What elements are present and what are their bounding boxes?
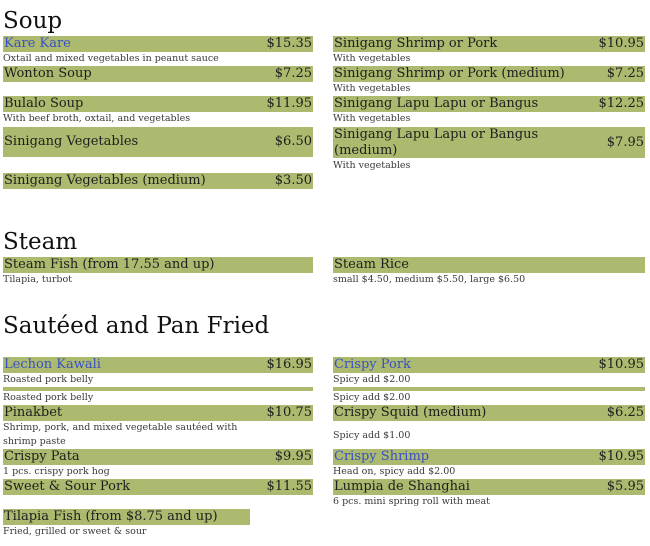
menu-item-price: $6.50 xyxy=(274,134,312,149)
menu-item-steam-rice xyxy=(333,257,645,273)
menu-item-name: Sinigang Vegetables (medium) xyxy=(4,173,206,188)
menu-item-price: $7.25 xyxy=(274,66,312,81)
menu-item-description: Spicy add $1.00 xyxy=(333,430,411,441)
menu-item-name: Pinakbet xyxy=(4,405,63,420)
menu-item-crispy-pork[interactable] xyxy=(333,357,645,373)
menu-item-price: $10.75 xyxy=(266,405,312,420)
menu-item-name[interactable]: Crispy Shrimp xyxy=(334,449,430,464)
menu-item-sinigang-shrimp-pork xyxy=(333,36,645,52)
menu-item-crispy-shrimp[interactable] xyxy=(333,449,645,465)
menu-item-description: small $4.50, medium $5.50, large $6.50 xyxy=(333,274,526,285)
menu-item-description: Spicy add $2.00 xyxy=(333,374,411,385)
menu-item-description: Roasted pork belly xyxy=(3,392,94,403)
menu-item-name: Sinigang Shrimp or Pork xyxy=(334,36,498,51)
menu-item-description: Roasted pork belly xyxy=(3,374,94,385)
menu-item-price: $5.95 xyxy=(606,479,644,494)
menu-item-name: Sweet & Sour Pork xyxy=(4,479,131,494)
menu-item-description: Oxtail and mixed vegetables in peanut sauce xyxy=(3,53,219,64)
menu-item-name: Tilapia Fish (from $8.75 and up) xyxy=(4,509,218,524)
menu-item-description: 1 pcs. crispy pork hog xyxy=(3,466,110,477)
menu-item-price: $12.25 xyxy=(598,96,644,111)
menu-item-sinigang-shrimp-pork-medium xyxy=(333,66,645,82)
menu-item-sinigang-lapu-lapu-medium xyxy=(333,127,645,158)
menu-item-price: $10.95 xyxy=(598,449,644,464)
menu-item-wonton-soup xyxy=(3,66,313,82)
section-title-soup: Soup xyxy=(3,8,63,34)
menu-item-description: Shrimp, pork, and mixed vegetable sautéed with xyxy=(3,422,238,433)
menu-item-crispy-squid-medium xyxy=(333,405,645,421)
menu-item-name[interactable]: Lechon Kawali xyxy=(4,357,101,372)
menu-item-name[interactable]: Crispy Pork xyxy=(334,357,411,372)
menu-item-name[interactable]: Kare Kare xyxy=(4,36,71,51)
menu-item-lechon-kawali[interactable] xyxy=(3,357,313,373)
menu-item-bulalo-soup xyxy=(3,96,313,112)
menu-item-name: Sinigang Vegetables xyxy=(4,134,139,149)
menu-item-sinigang-vegetables-medium xyxy=(3,173,313,189)
menu-item-bar-obscured xyxy=(333,387,645,391)
menu-item-description-line2: shrimp paste xyxy=(3,436,66,447)
menu-item-description: 6 pcs. mini spring roll with meat xyxy=(333,496,490,507)
menu-item-name: Sinigang Lapu Lapu or Bangus xyxy=(334,96,539,111)
menu-item-price: $11.55 xyxy=(266,479,312,494)
menu-item-price: $16.95 xyxy=(266,357,312,372)
menu-item-sinigang-vegetables xyxy=(3,127,313,157)
menu-item-name: Crispy Squid (medium) xyxy=(334,405,487,420)
menu-item-price: $10.95 xyxy=(598,36,644,51)
menu-item-name: Sinigang Lapu Lapu or Bangus (medium) xyxy=(334,127,539,158)
menu-item-description: With vegetables xyxy=(333,53,411,64)
menu-item-price: $15.35 xyxy=(266,36,312,51)
menu-item-name: Lumpia de Shanghai xyxy=(334,479,470,494)
menu-item-steam-fish xyxy=(3,257,313,273)
menu-item-name: Bulalo Soup xyxy=(4,96,84,111)
menu-item-description: With vegetables xyxy=(333,113,411,124)
menu-item-price: $3.50 xyxy=(274,173,312,188)
menu-item-name: Crispy Pata xyxy=(4,449,80,464)
menu-item-description: Tilapia, turbot xyxy=(3,274,72,285)
menu-item-bar-obscured xyxy=(3,387,313,391)
menu-item-sweet-sour-pork xyxy=(3,479,313,495)
menu-item-description: Head on, spicy add $2.00 xyxy=(333,466,456,477)
menu-item-description: With vegetables xyxy=(333,83,411,94)
menu-item-description: With beef broth, oxtail, and vegetables xyxy=(3,113,191,124)
menu-item-lumpia-de-shanghai xyxy=(333,479,645,495)
menu-item-name: Steam Fish (from 17.55 and up) xyxy=(4,257,215,272)
menu-item-price: $10.95 xyxy=(598,357,644,372)
menu-item-price: $7.25 xyxy=(606,66,644,81)
menu-item-price: $11.95 xyxy=(266,96,312,111)
menu-item-pinakbet xyxy=(3,405,313,421)
menu-item-crispy-pata xyxy=(3,449,313,465)
menu-item-description: Spicy add $2.00 xyxy=(333,392,411,403)
section-title-steam: Steam xyxy=(3,229,78,255)
menu-item-price: $7.95 xyxy=(606,135,644,150)
menu-item-kare-kare[interactable] xyxy=(3,36,313,52)
menu-item-sinigang-lapu-lapu xyxy=(333,96,645,112)
menu-item-tilapia-fish xyxy=(3,509,250,525)
menu-item-description: With vegetables xyxy=(333,160,411,171)
menu-item-name: Steam Rice xyxy=(334,257,409,272)
menu-item-description: Fried, grilled or sweet & sour xyxy=(3,526,147,537)
menu-item-price: $6.25 xyxy=(606,405,644,420)
menu-item-name: Wonton Soup xyxy=(4,66,92,81)
section-title-sauteed: Sautéed and Pan Fried xyxy=(3,313,270,339)
menu-item-name: Sinigang Shrimp or Pork (medium) xyxy=(334,66,565,81)
menu-item-price: $9.95 xyxy=(274,449,312,464)
